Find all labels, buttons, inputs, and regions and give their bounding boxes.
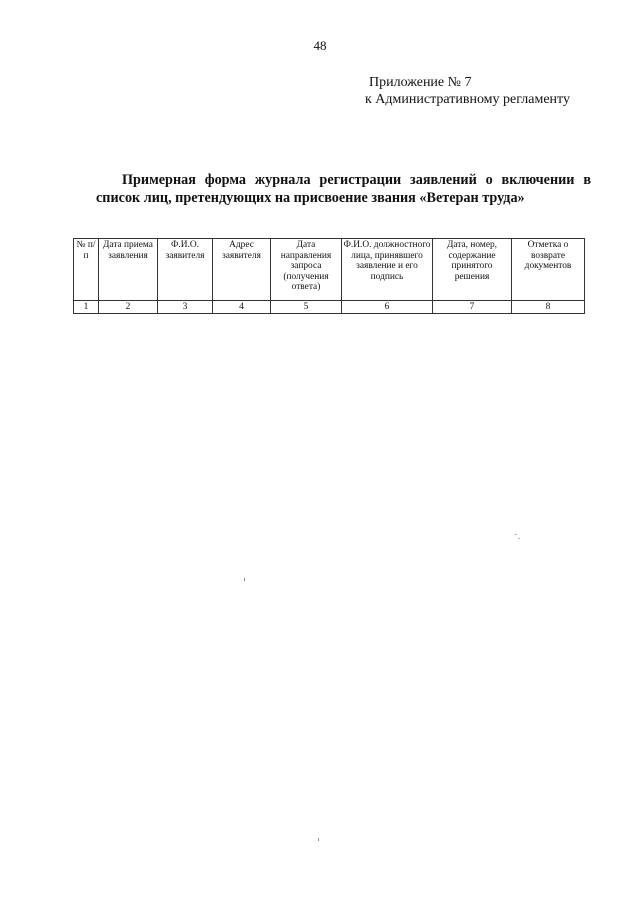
scan-speck xyxy=(244,578,245,581)
header-return-mark: Отметка о возврате документов xyxy=(512,239,585,301)
header-receipt-date: Дата приема заявления xyxy=(99,239,158,301)
appendix-number: Приложение № 7 xyxy=(369,75,472,90)
column-number-cell: 3 xyxy=(158,301,213,314)
column-number-cell: 1 xyxy=(74,301,99,314)
scan-speck xyxy=(514,534,517,535)
header-request-date: Дата направления запроса (получения ответа) xyxy=(271,239,342,301)
column-number-cell: 8 xyxy=(512,301,585,314)
table-row xyxy=(74,301,585,314)
registration-journal-table xyxy=(73,238,585,314)
table-header-row xyxy=(74,239,585,301)
header-applicant-name: Ф.И.О. заявителя xyxy=(158,239,213,301)
header-number: № п/п xyxy=(74,239,99,301)
document-title: Примерная форма журнала регистрации заявлений о включении в список лиц, претендующих на присвоение звания «Ветеран труда» xyxy=(96,172,591,206)
column-number-cell: 5 xyxy=(271,301,342,314)
header-official-name: Ф.И.О. должностного лица, принявшего заявление и его подпись xyxy=(342,239,433,301)
header-applicant-address: Адрес заявителя xyxy=(213,239,271,301)
column-number-cell: 2 xyxy=(99,301,158,314)
header-decision: Дата, номер, содержание принятого решения xyxy=(433,239,512,301)
scan-speck xyxy=(518,538,520,539)
column-number-cell: 7 xyxy=(433,301,512,314)
column-number-cell: 4 xyxy=(213,301,271,314)
column-number-cell: 6 xyxy=(342,301,433,314)
appendix-reference: к Административному регламенту xyxy=(365,92,570,107)
page-number: 48 xyxy=(313,38,327,53)
appendix-caption xyxy=(365,74,570,108)
scan-speck xyxy=(318,838,319,841)
